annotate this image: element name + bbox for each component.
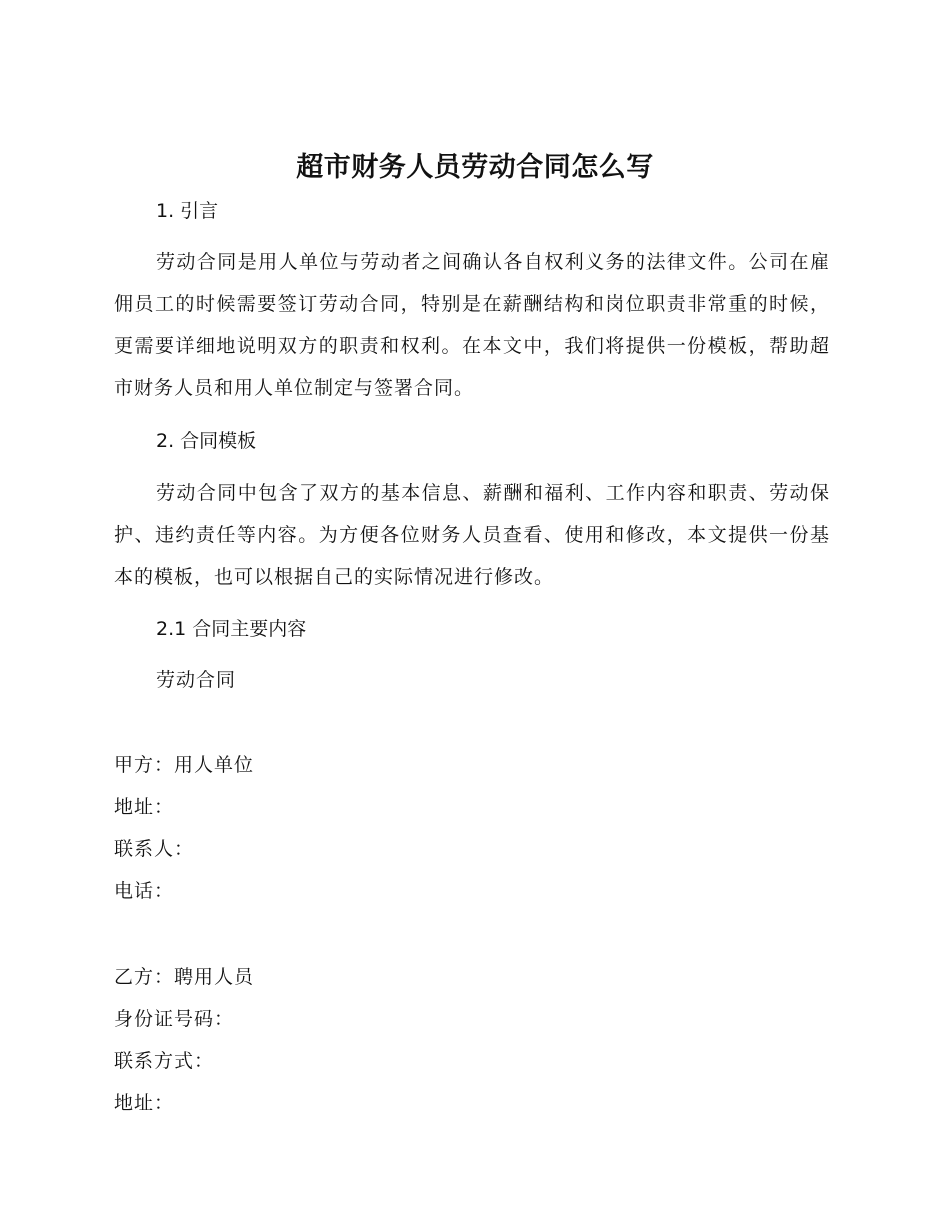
section-heading-intro: 1. 引言 (156, 200, 219, 222)
template-paragraph: 劳动合同中包含了双方的基本信息、薪酬和福利、工作内容和职责、劳动保护、违约责任等内容。为方便各位财务人员查看、使用和修改，本文提供一份基本的模板，也可以根据自己的实际情况进行修改。 (114, 482, 830, 588)
section-heading-template: 2. 合同模板 (156, 430, 257, 452)
party-a-line: 甲方：用人单位 (114, 754, 255, 776)
party-b-address: 地址： (114, 1092, 175, 1114)
party-b-line: 乙方：聘用人员 (114, 966, 255, 988)
party-b-id-number: 身份证号码： (114, 1008, 235, 1030)
party-a-address: 地址： (114, 796, 175, 818)
contract-label: 劳动合同 (156, 669, 237, 691)
party-b-contact-method: 联系方式： (114, 1050, 215, 1072)
party-a-phone: 电话： (114, 880, 175, 902)
intro-paragraph: 劳动合同是用人单位与劳动者之间确认各自权利义务的法律文件。公司在雇佣员工的时候需要签订劳动合同，特别是在薪酬结构和岗位职责非常重的时候，更需要详细地说明双方的职责和权利。在本文中，我们将提供一份模板，帮助超市财务人员和用人单位制定与签署合同。 (114, 251, 830, 399)
section-heading-main-content: 2.1 合同主要内容 (156, 618, 307, 640)
party-a-contact: 联系人： (114, 838, 195, 860)
document-title: 超市财务人员劳动合同怎么写 (296, 152, 654, 183)
